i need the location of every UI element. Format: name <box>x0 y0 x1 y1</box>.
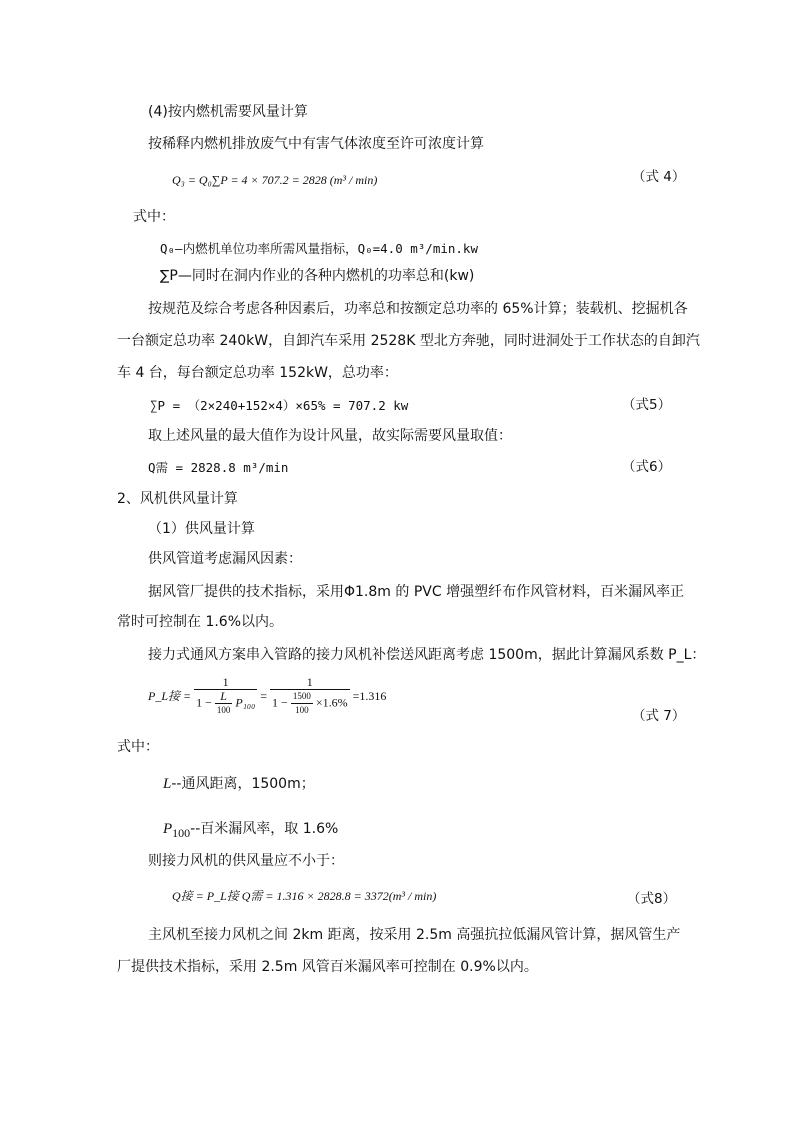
inner-100: 100 <box>216 705 231 715</box>
definition-p100-subscript: 100 <box>172 825 191 840</box>
paragraph-power-line-2: 一台额定总功率 240kW，自卸汽车采用 2528K 型北方奔驰，同时进洞处于工作状态的自卸汽 <box>117 333 700 349</box>
equation-4: Q₃ = Q₀∑P = 4 × 707.2 = 2828 (m³ / min) <box>172 173 378 187</box>
paragraph-leakage: 供风管道考虑漏风因素： <box>148 551 302 567</box>
equation-5: ∑P = （2×240+152×4）×65% = 707.2 kw <box>150 398 409 413</box>
definition-p100-text: --百米漏风率，取 1.6% <box>190 821 339 837</box>
equation-4-tag: （式 4） <box>632 169 686 185</box>
definition-l <box>163 774 315 794</box>
where-label-2: 式中： <box>117 739 159 755</box>
equation-7: P_L接 = 1 1 − $\frac{L}{100}$ P₁₀₀ = 1 1 − $\frac{1500}{100}$ ×1.6% =1.316 <box>148 675 387 715</box>
fraction-1-denominator <box>194 689 257 717</box>
paragraph-dilution-method: 按稀释内燃机排放废气中有害气体浓度至许可浓度计算 <box>148 136 484 152</box>
paragraph-supply: 则接力风机的供风量应不小于： <box>148 853 344 869</box>
paragraph-factory-line-2: 常时可控制在 1.6%以内。 <box>117 614 284 630</box>
equation-7-fraction-2 <box>270 676 350 717</box>
paragraph-max-value: 取上述风量的最大值作为设计风量，故实际需要风量取值： <box>148 428 512 444</box>
where-label-1: 式中： <box>133 209 175 225</box>
equation-7-fraction-1 <box>194 676 257 717</box>
definition-p100 <box>163 819 338 843</box>
equation-8: Q接 = P_L接 Q需 = 1.316 × 2828.8 = 3372(m³ / min) <box>172 889 437 903</box>
equation-6-tag: （式6） <box>622 459 672 475</box>
paragraph-power-line-1: 按规范及综合考虑各种因素后，功率总和按额定总功率的 65%计算；装载机、挖掘机各 <box>148 301 688 317</box>
definition-l-text: --通风距离，1500m； <box>171 776 315 792</box>
equation-5-tag: （式5） <box>622 397 672 413</box>
equation-7-tag: （式 7） <box>632 708 686 724</box>
definition-p100-symbol: P <box>163 821 173 837</box>
inner-100-b: 100 <box>291 703 313 717</box>
section-heading-2-1: （1）供风量计算 <box>148 521 255 537</box>
inner-1500: 1500 <box>292 691 311 701</box>
fraction-1-inner <box>215 690 233 717</box>
fraction-2-inner <box>291 690 313 717</box>
definition-q0: Q₀—内燃机单位功率所需风量指标，Q₀=4.0 m³/min.kw <box>160 241 478 256</box>
section-heading-4: (4)按内燃机需要风量计算 <box>148 104 308 120</box>
paragraph-relay: 接力式通风方案串入管路的接力风机补偿送风距离考虑 1500m，据此计算漏风系数 P_L： <box>148 647 706 663</box>
equation-7-lhs: P_L接 = <box>148 689 192 703</box>
definition-sum-p: ∑P—同时在洞内作业的各种内燃机的功率总和(kw) <box>160 268 475 284</box>
fraction-2-denominator <box>270 689 350 717</box>
fraction-1-prefix: 1 − <box>196 695 212 710</box>
paragraph-power-line-3: 车 4 台，每台额定总功率 152kW，总功率： <box>117 365 398 381</box>
equation-8-tag: （式8） <box>627 891 677 907</box>
fraction-1-p100: P₁₀₀ <box>235 695 256 710</box>
equation-7-result: =1.316 <box>352 689 387 703</box>
definition-l-symbol: L <box>163 776 172 792</box>
inner-l: L <box>220 689 227 703</box>
fraction-2-suffix: ×1.6% <box>315 695 348 710</box>
fraction-2-numerator: 1 <box>306 675 313 689</box>
paragraph-factory-line-1: 据风管厂提供的技术指标，采用Φ1.8m 的 PVC 增强塑纤布作风管材料，百米漏风率正 <box>148 584 685 600</box>
fraction-2-prefix: 1 − <box>272 695 288 710</box>
equation-6: Q需 = 2828.8 m³/min <box>148 460 289 475</box>
paragraph-main-line-1: 主风机至接力风机之间 2km 距离，按采用 2.5m 高强抗拉低漏风管计算，据风管生产 <box>148 927 681 943</box>
paragraph-main-line-2: 厂提供技术指标，采用 2.5m 风管百米漏风率可控制在 0.9%以内。 <box>117 959 538 975</box>
fraction-1-numerator: 1 <box>222 675 229 689</box>
section-heading-2: 2、风机供风量计算 <box>117 491 238 507</box>
